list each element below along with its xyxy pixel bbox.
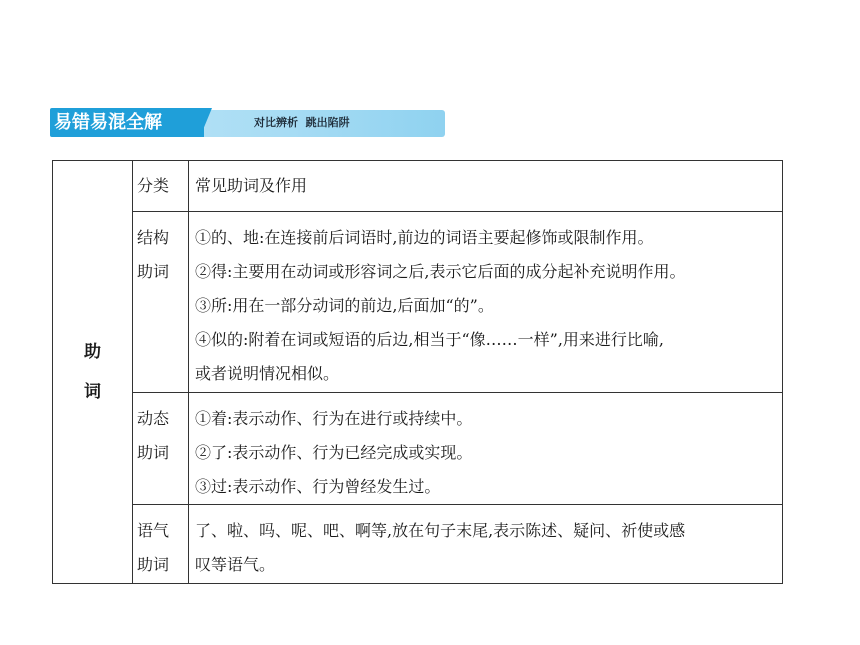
table-header-row <box>53 161 783 212</box>
header-category-cell <box>133 161 189 212</box>
description-line: 了、啦、吗、呢、吧、啊等,放在句子末尾,表示陈述、疑问、祈使或感 <box>195 521 686 540</box>
description-line: 叹等语气。 <box>195 555 276 574</box>
category-cell <box>133 505 189 584</box>
header-description-cell <box>189 161 783 212</box>
category-cell <box>133 212 189 393</box>
main-category-label: 助词 <box>84 342 101 402</box>
category-label: 动态助词 <box>137 409 170 462</box>
table-row <box>53 393 783 505</box>
header-category: 分类 <box>137 176 170 195</box>
description-line: ①的、地:在连接前后词语时,前边的词语主要起修饰或限制作用。 <box>195 228 654 247</box>
section-banner <box>50 108 445 138</box>
description-line: ③过:表示动作、行为曾经发生过。 <box>195 477 441 496</box>
banner-tab-shape <box>200 108 212 137</box>
category-label: 结构助词 <box>137 228 170 281</box>
description-line: ③所:用在一部分动词的前边,后面加“的”。 <box>195 296 494 315</box>
description-line: ②得:主要用在动词或形容词之后,表示它后面的成分起补充说明作用。 <box>195 262 686 281</box>
description-line: ①着:表示动作、行为在进行或持续中。 <box>195 409 473 428</box>
category-cell <box>133 393 189 505</box>
description-cell <box>189 505 783 584</box>
description-cell <box>189 393 783 505</box>
banner-subtitle: 对比辨析 跳出陷阱 <box>254 116 350 129</box>
description-line: ②了:表示动作、行为已经完成或实现。 <box>195 443 473 462</box>
description-cell <box>189 212 783 393</box>
table-row <box>53 505 783 584</box>
header-description: 常见助词及作用 <box>195 176 308 195</box>
table-row <box>53 212 783 393</box>
category-label: 语气助词 <box>137 521 170 574</box>
particle-table <box>52 160 783 584</box>
main-category-cell <box>53 161 133 584</box>
banner-title: 易错易混全解 <box>50 108 204 137</box>
description-line: 或者说明情况相似。 <box>195 364 340 383</box>
description-line: ④似的:附着在词或短语的后边,相当于“像……一样”,用来进行比喻, <box>195 330 665 349</box>
